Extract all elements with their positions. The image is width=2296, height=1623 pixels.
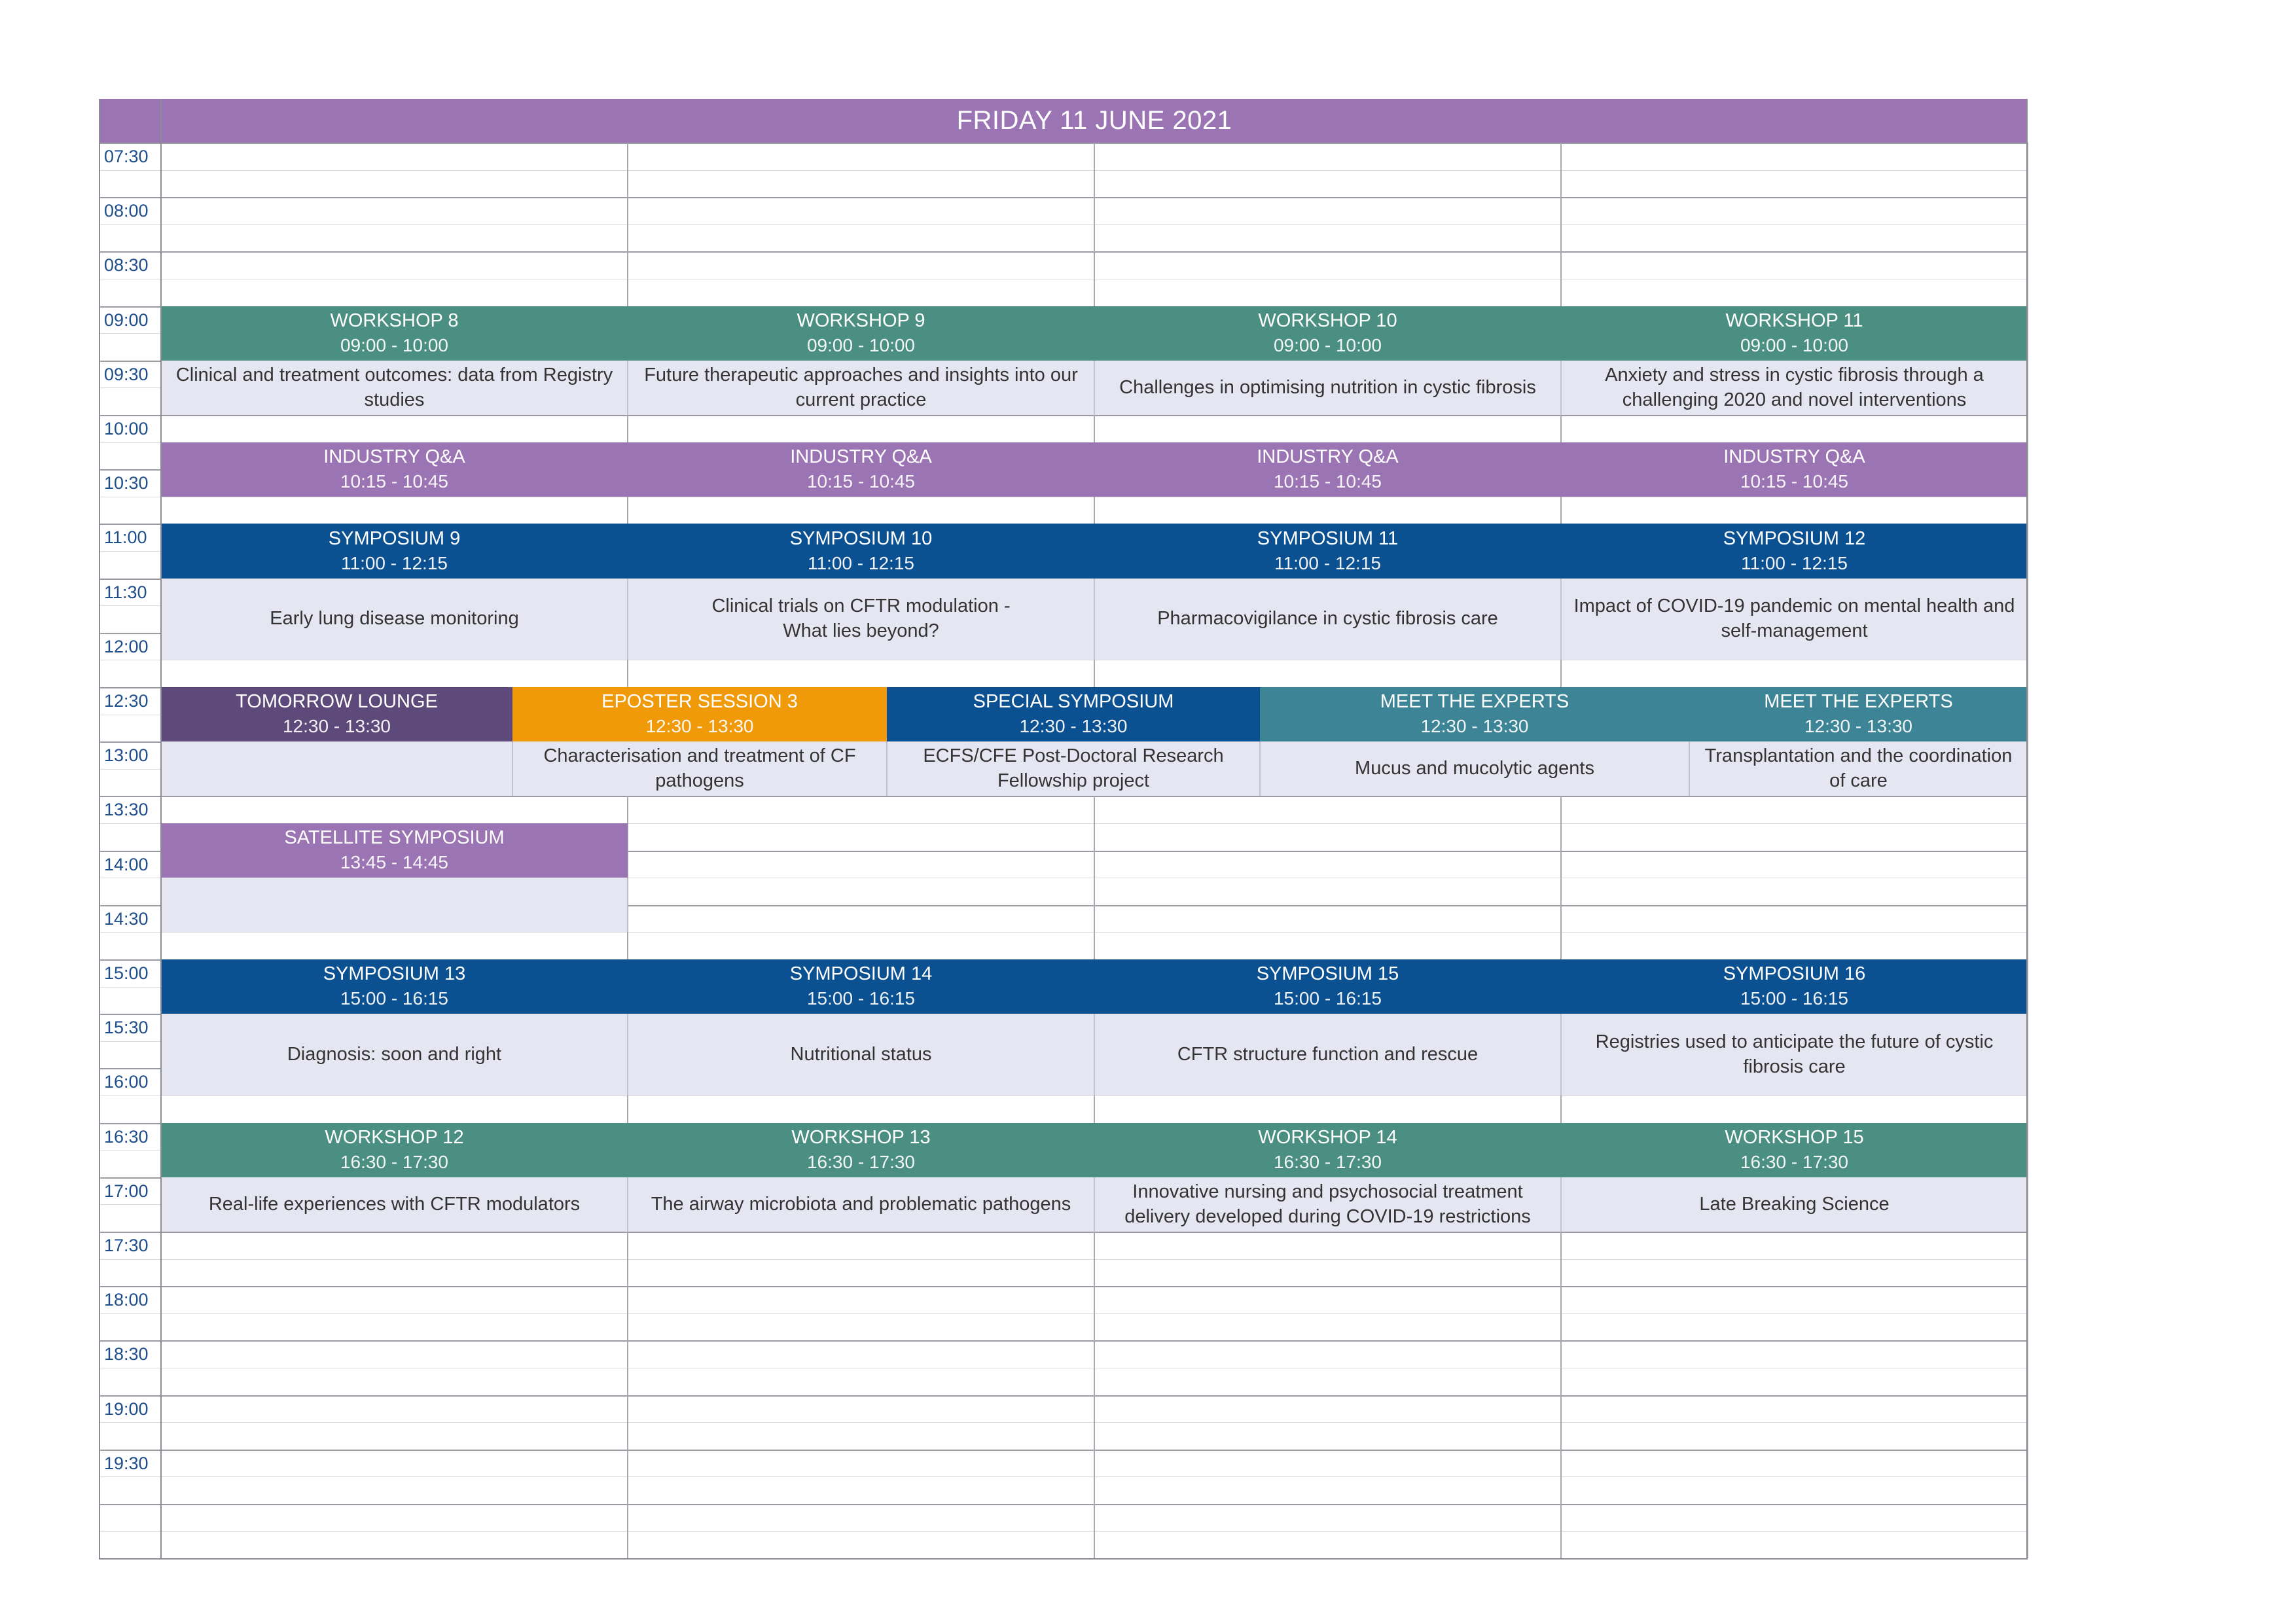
time-label: 19:30 <box>104 1454 149 1473</box>
time-label: 13:30 <box>104 800 149 819</box>
session-time: 12:30 - 13:30 <box>1019 716 1128 737</box>
time-label: 11:00 <box>104 527 147 547</box>
session-header[interactable] <box>1094 1123 1561 1177</box>
session-time: 09:00 - 10:00 <box>340 335 449 356</box>
time-label: 18:00 <box>104 1290 149 1310</box>
time-label: 19:00 <box>104 1399 149 1419</box>
session-time: 15:00 - 16:15 <box>1273 988 1382 1009</box>
session-header[interactable] <box>1561 306 2028 361</box>
session-title: SYMPOSIUM 16 <box>1723 963 1866 985</box>
session-header[interactable] <box>887 687 1260 741</box>
session-description[interactable]: Characterisation and treatment of CF pathogens <box>512 741 887 796</box>
session-title: SYMPOSIUM 14 <box>789 963 933 985</box>
session-title: WORKSHOP 9 <box>797 310 925 332</box>
session-description[interactable]: The airway microbiota and problematic pathogens <box>628 1177 1094 1232</box>
session-description[interactable]: Clinical trials on CFTR modulation - What lies beyond? <box>628 579 1094 660</box>
time-label: 15:30 <box>104 1018 149 1037</box>
time-label: 14:30 <box>104 909 149 929</box>
session-title: SPECIAL SYMPOSIUM <box>973 691 1174 713</box>
session-title: SYMPOSIUM 10 <box>789 527 933 549</box>
session-title: WORKSHOP 8 <box>330 310 459 332</box>
title-corner <box>99 99 161 143</box>
session-header[interactable] <box>161 959 628 1014</box>
session-time: 12:30 - 13:30 <box>282 716 391 737</box>
session-time: 16:30 - 17:30 <box>340 1152 449 1173</box>
session-description[interactable]: ECFS/CFE Post-Doctoral Research Fellowship project <box>887 741 1260 796</box>
frame-bottom <box>99 1558 2028 1560</box>
time-label: 14:00 <box>104 855 149 874</box>
quarter-line <box>99 1422 2028 1423</box>
session-header[interactable] <box>161 687 512 741</box>
half-hour-line <box>99 415 2028 416</box>
time-label: 12:30 <box>104 691 149 711</box>
session-description[interactable]: Nutritional status <box>628 1014 1094 1096</box>
session-header[interactable] <box>512 687 887 741</box>
session-header[interactable] <box>1094 442 1561 497</box>
session-time: 09:00 - 10:00 <box>1273 335 1382 356</box>
session-description[interactable]: Impact of COVID-19 pandemic on mental health and self-management <box>1561 579 2028 660</box>
session-description[interactable]: Challenges in optimising nutrition in cystic fibrosis <box>1094 361 1561 415</box>
quarter-line <box>99 1476 2028 1477</box>
session-time: 16:30 - 17:30 <box>806 1152 916 1173</box>
quarter-line <box>99 224 2028 225</box>
session-description[interactable]: Pharmacovigilance in cystic fibrosis care <box>1094 579 1561 660</box>
session-description[interactable]: Early lung disease monitoring <box>161 579 628 660</box>
half-hour-line <box>99 1286 2028 1287</box>
time-label: 08:00 <box>104 201 149 221</box>
time-label: 07:30 <box>104 147 149 166</box>
session-time: 11:00 - 12:15 <box>1741 552 1848 573</box>
session-title: WORKSHOP 12 <box>325 1127 464 1149</box>
time-label: 15:00 <box>104 963 149 983</box>
time-label: 08:30 <box>104 255 149 275</box>
session-description[interactable]: Anxiety and stress in cystic fibrosis through a challenging 2020 and novel interventions <box>1561 361 2028 415</box>
half-hour-line <box>99 796 2028 797</box>
quarter-line <box>99 170 2028 171</box>
session-description[interactable]: CFTR structure function and rescue <box>1094 1014 1561 1096</box>
session-time: 16:30 - 17:30 <box>1273 1152 1382 1173</box>
session-description[interactable]: Registries used to anticipate the future of cystic fibrosis care <box>1561 1014 2028 1096</box>
time-label: 17:00 <box>104 1181 149 1201</box>
time-label: 10:30 <box>104 473 149 493</box>
quarter-line <box>99 1313 2028 1314</box>
session-time: 09:00 - 10:00 <box>1740 335 1849 356</box>
time-label: 18:30 <box>104 1344 149 1364</box>
time-label: 16:00 <box>104 1072 149 1092</box>
time-label: 09:00 <box>104 310 149 330</box>
session-description[interactable] <box>161 741 512 796</box>
half-hour-line <box>99 197 2028 198</box>
session-title: SYMPOSIUM 15 <box>1256 963 1399 985</box>
frame-right <box>2026 99 2028 1558</box>
session-time: 09:00 - 10:00 <box>806 335 916 356</box>
session-title: TOMORROW LOUNGE <box>236 691 438 713</box>
session-header[interactable] <box>161 306 628 361</box>
half-hour-line <box>99 1340 2028 1342</box>
session-time: 12:30 - 13:30 <box>1420 716 1529 737</box>
session-title: SATELLITE SYMPOSIUM <box>284 827 505 849</box>
session-header[interactable] <box>628 524 1094 579</box>
session-header[interactable] <box>161 524 628 579</box>
session-title: SYMPOSIUM 13 <box>323 963 466 985</box>
session-title: WORKSHOP 10 <box>1258 310 1397 332</box>
time-label: 13:00 <box>104 745 149 765</box>
session-description[interactable]: Mucus and mucolytic agents <box>1260 741 1689 796</box>
time-label: 10:00 <box>104 419 149 438</box>
session-time: 11:00 - 12:15 <box>341 552 448 573</box>
session-description[interactable]: Real-life experiences with CFTR modulators <box>161 1177 628 1232</box>
half-hour-line <box>99 1395 2028 1397</box>
session-header[interactable] <box>161 442 628 497</box>
half-hour-line <box>99 251 2028 253</box>
session-time: 16:30 - 17:30 <box>1740 1152 1849 1173</box>
session-time: 10:15 - 10:45 <box>806 471 916 492</box>
session-header[interactable] <box>1561 524 2028 579</box>
session-description[interactable]: Diagnosis: soon and right <box>161 1014 628 1096</box>
session-header[interactable] <box>628 959 1094 1014</box>
session-description[interactable]: Late Breaking Science <box>1561 1177 2028 1232</box>
session-title: INDUSTRY Q&A <box>1257 446 1399 468</box>
session-title: SYMPOSIUM 11 <box>1257 527 1399 549</box>
half-hour-line <box>99 143 2028 144</box>
session-title: MEET THE EXPERTS <box>1764 691 1953 713</box>
session-title: SYMPOSIUM 9 <box>328 527 461 549</box>
session-header[interactable] <box>161 823 628 878</box>
session-description[interactable] <box>161 878 628 932</box>
session-title: WORKSHOP 11 <box>1725 310 1863 332</box>
session-header[interactable] <box>628 442 1094 497</box>
time-label: 09:30 <box>104 365 149 384</box>
session-title: INDUSTRY Q&A <box>1723 446 1865 468</box>
session-title: INDUSTRY Q&A <box>790 446 932 468</box>
session-header[interactable] <box>1689 687 2028 741</box>
session-time: 10:15 - 10:45 <box>1273 471 1382 492</box>
session-description[interactable]: Innovative nursing and psychosocial treatment delivery developed during COVID-19 restrictions <box>1094 1177 1561 1232</box>
time-label: 16:30 <box>104 1127 149 1147</box>
half-hour-line <box>99 1450 2028 1451</box>
session-header[interactable] <box>1561 959 2028 1014</box>
session-title: EPOSTER SESSION 3 <box>601 691 798 713</box>
session-description[interactable]: Future therapeutic approaches and insights into our current practice <box>628 361 1094 415</box>
half-hour-line <box>99 1504 2028 1505</box>
session-title: WORKSHOP 14 <box>1258 1127 1397 1149</box>
session-description[interactable]: Clinical and treatment outcomes: data from Registry studies <box>161 361 628 415</box>
quarter-line <box>99 1531 2028 1532</box>
session-header[interactable] <box>628 306 1094 361</box>
half-hour-line <box>99 1232 2028 1233</box>
session-time: 12:30 - 13:30 <box>645 716 754 737</box>
quarter-line <box>99 1259 2028 1260</box>
session-header[interactable] <box>1094 306 1561 361</box>
session-title: INDUSTRY Q&A <box>323 446 465 468</box>
time-label: 12:00 <box>104 637 149 656</box>
frame-time-divider <box>160 99 162 1558</box>
time-label: 17:30 <box>104 1236 149 1255</box>
quarter-line <box>99 932 2028 933</box>
session-header[interactable] <box>628 1123 1094 1177</box>
time-label: 11:30 <box>104 582 147 602</box>
session-time: 13:45 - 14:45 <box>340 852 449 873</box>
session-header[interactable] <box>1094 959 1561 1014</box>
session-time: 15:00 - 16:15 <box>806 988 916 1009</box>
session-header[interactable] <box>1561 442 2028 497</box>
session-header[interactable] <box>161 1123 628 1177</box>
session-header[interactable] <box>1260 687 1689 741</box>
session-title: MEET THE EXPERTS <box>1380 691 1570 713</box>
page-title: FRIDAY 11 JUNE 2021 <box>161 99 2028 143</box>
session-time: 10:15 - 10:45 <box>340 471 449 492</box>
session-time: 15:00 - 16:15 <box>1740 988 1849 1009</box>
session-title: WORKSHOP 13 <box>791 1127 931 1149</box>
session-description[interactable]: Transplantation and the coordination of care <box>1689 741 2028 796</box>
session-time: 11:00 - 12:15 <box>1274 552 1381 573</box>
session-title: WORKSHOP 15 <box>1725 1127 1864 1149</box>
session-header[interactable] <box>1561 1123 2028 1177</box>
session-time: 11:00 - 12:15 <box>808 552 914 573</box>
frame-left <box>99 99 100 1558</box>
session-time: 10:15 - 10:45 <box>1740 471 1849 492</box>
session-time: 15:00 - 16:15 <box>340 988 449 1009</box>
session-header[interactable] <box>1094 524 1561 579</box>
session-time: 12:30 - 13:30 <box>1804 716 1913 737</box>
session-title: SYMPOSIUM 12 <box>1723 527 1866 549</box>
